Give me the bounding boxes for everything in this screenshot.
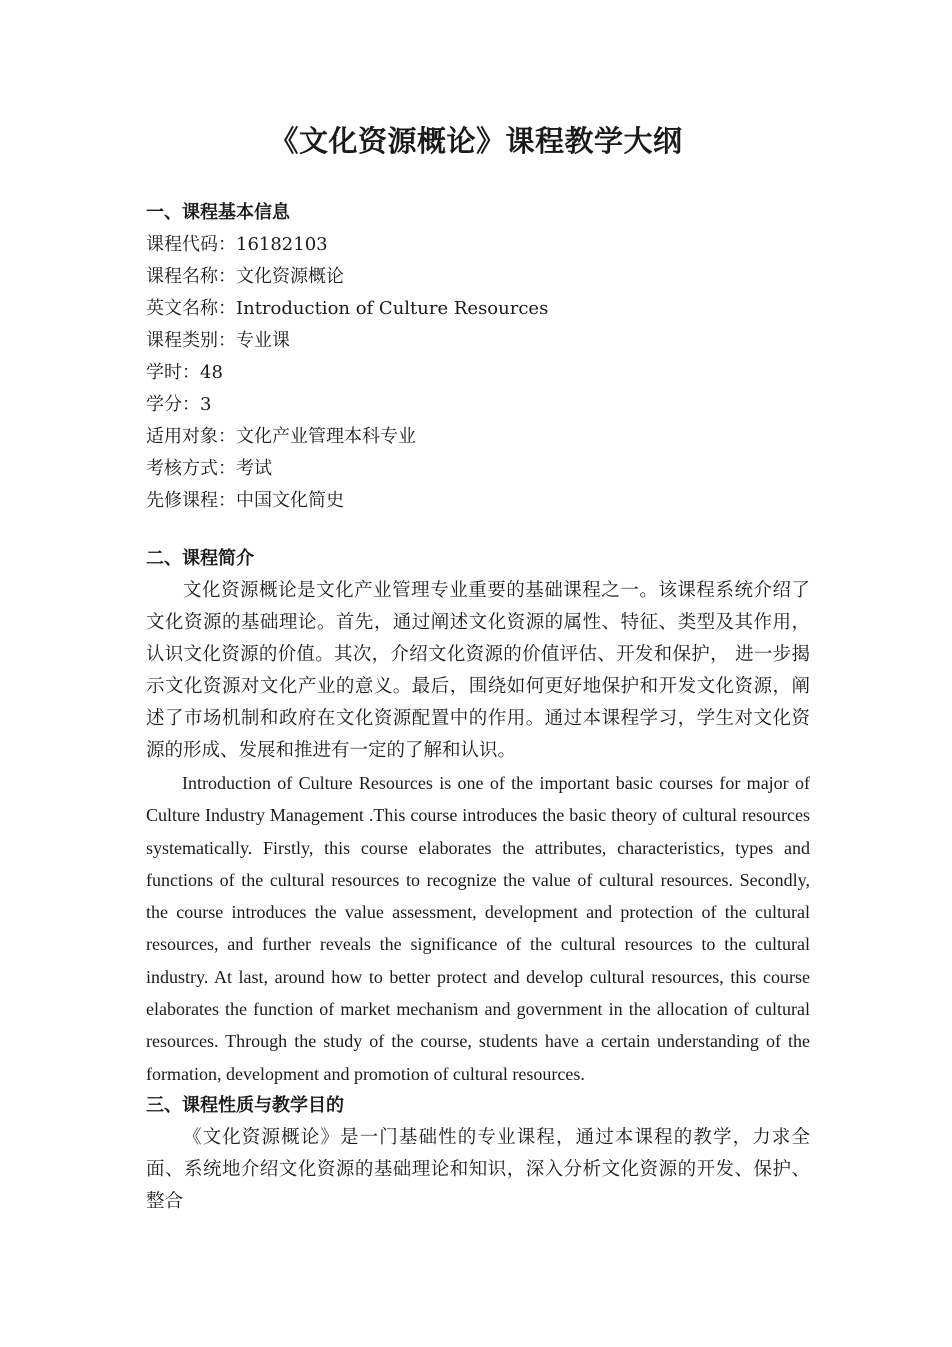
document-title: 《文化资源概论》课程教学大纲 [269, 124, 683, 158]
info-course-name: 课程名称：文化资源概论 [146, 266, 344, 287]
info-course-category: 课程类别：专业课 [146, 330, 290, 351]
section-heading-nature-purpose: 三、课程性质与教学目的 [146, 1094, 344, 1116]
section-heading-basic-info: 一、课程基本信息 [146, 202, 290, 223]
info-class-hours: 学时：48 [146, 362, 223, 383]
info-course-code: 课程代码：16182103 [146, 234, 328, 255]
info-english-name: 英文名称：Introduction of Culture Resources [146, 298, 549, 319]
nature-purpose-paragraph: 《文化资源概论》是一门基础性的专业课程，通过本课程的教学，力求全面、系统地介绍文化资源的基础理论和知识，深入分析文化资源的开发、保护、整合 [146, 1126, 810, 1212]
introduction-paragraph-english: Introduction of Culture Resources is one of the important basic courses for major of Culture Industry Management .This course introduces the basic theory of cultural resources systematically. Firstly, this course elaborates the attributes, characteristics, types and functions of the cultural resources to recognize the value of cultural resources. Secondly, the course introduces the value assessment, development and protection of the cultural resources, and further reveals the significance of the cultural resources to the cultural industry. At last, around how to better protect and develop cultural resources, this course elaborates the function of market mechanism and government in the allocation of cultural resources. Through the study of the course, students have a certain understanding of the formation, development and promotion of cultural resources. [146, 773, 810, 1084]
info-target-students: 适用对象：文化产业管理本科专业 [146, 426, 416, 447]
info-credits: 学分：3 [146, 394, 212, 415]
section-heading-introduction: 二、课程简介 [146, 548, 254, 569]
info-prerequisite: 先修课程：中国文化简史 [146, 490, 344, 511]
section-spacer [146, 517, 810, 543]
introduction-paragraph-chinese: 文化资源概论是文化产业管理专业重要的基础课程之一。该课程系统介绍了文化资源的基础理论。首先，通过阐述文化资源的属性、特征、类型及其作用，认识文化资源的价值。其次，介绍文化资源的价值评估、开发和保护， 进一步揭示文化资源对文化产业的意义。最后，围绕如何更好地保护和开发文化资源，阐述了市场机制和政府在文化资源配置中的作用。通过本课程学习，学生对文化资源的形成、发展和推进有一定的了解和认识。 [146, 580, 810, 761]
document-body [146, 197, 810, 1218]
info-assessment-method: 考核方式：考试 [146, 458, 272, 479]
